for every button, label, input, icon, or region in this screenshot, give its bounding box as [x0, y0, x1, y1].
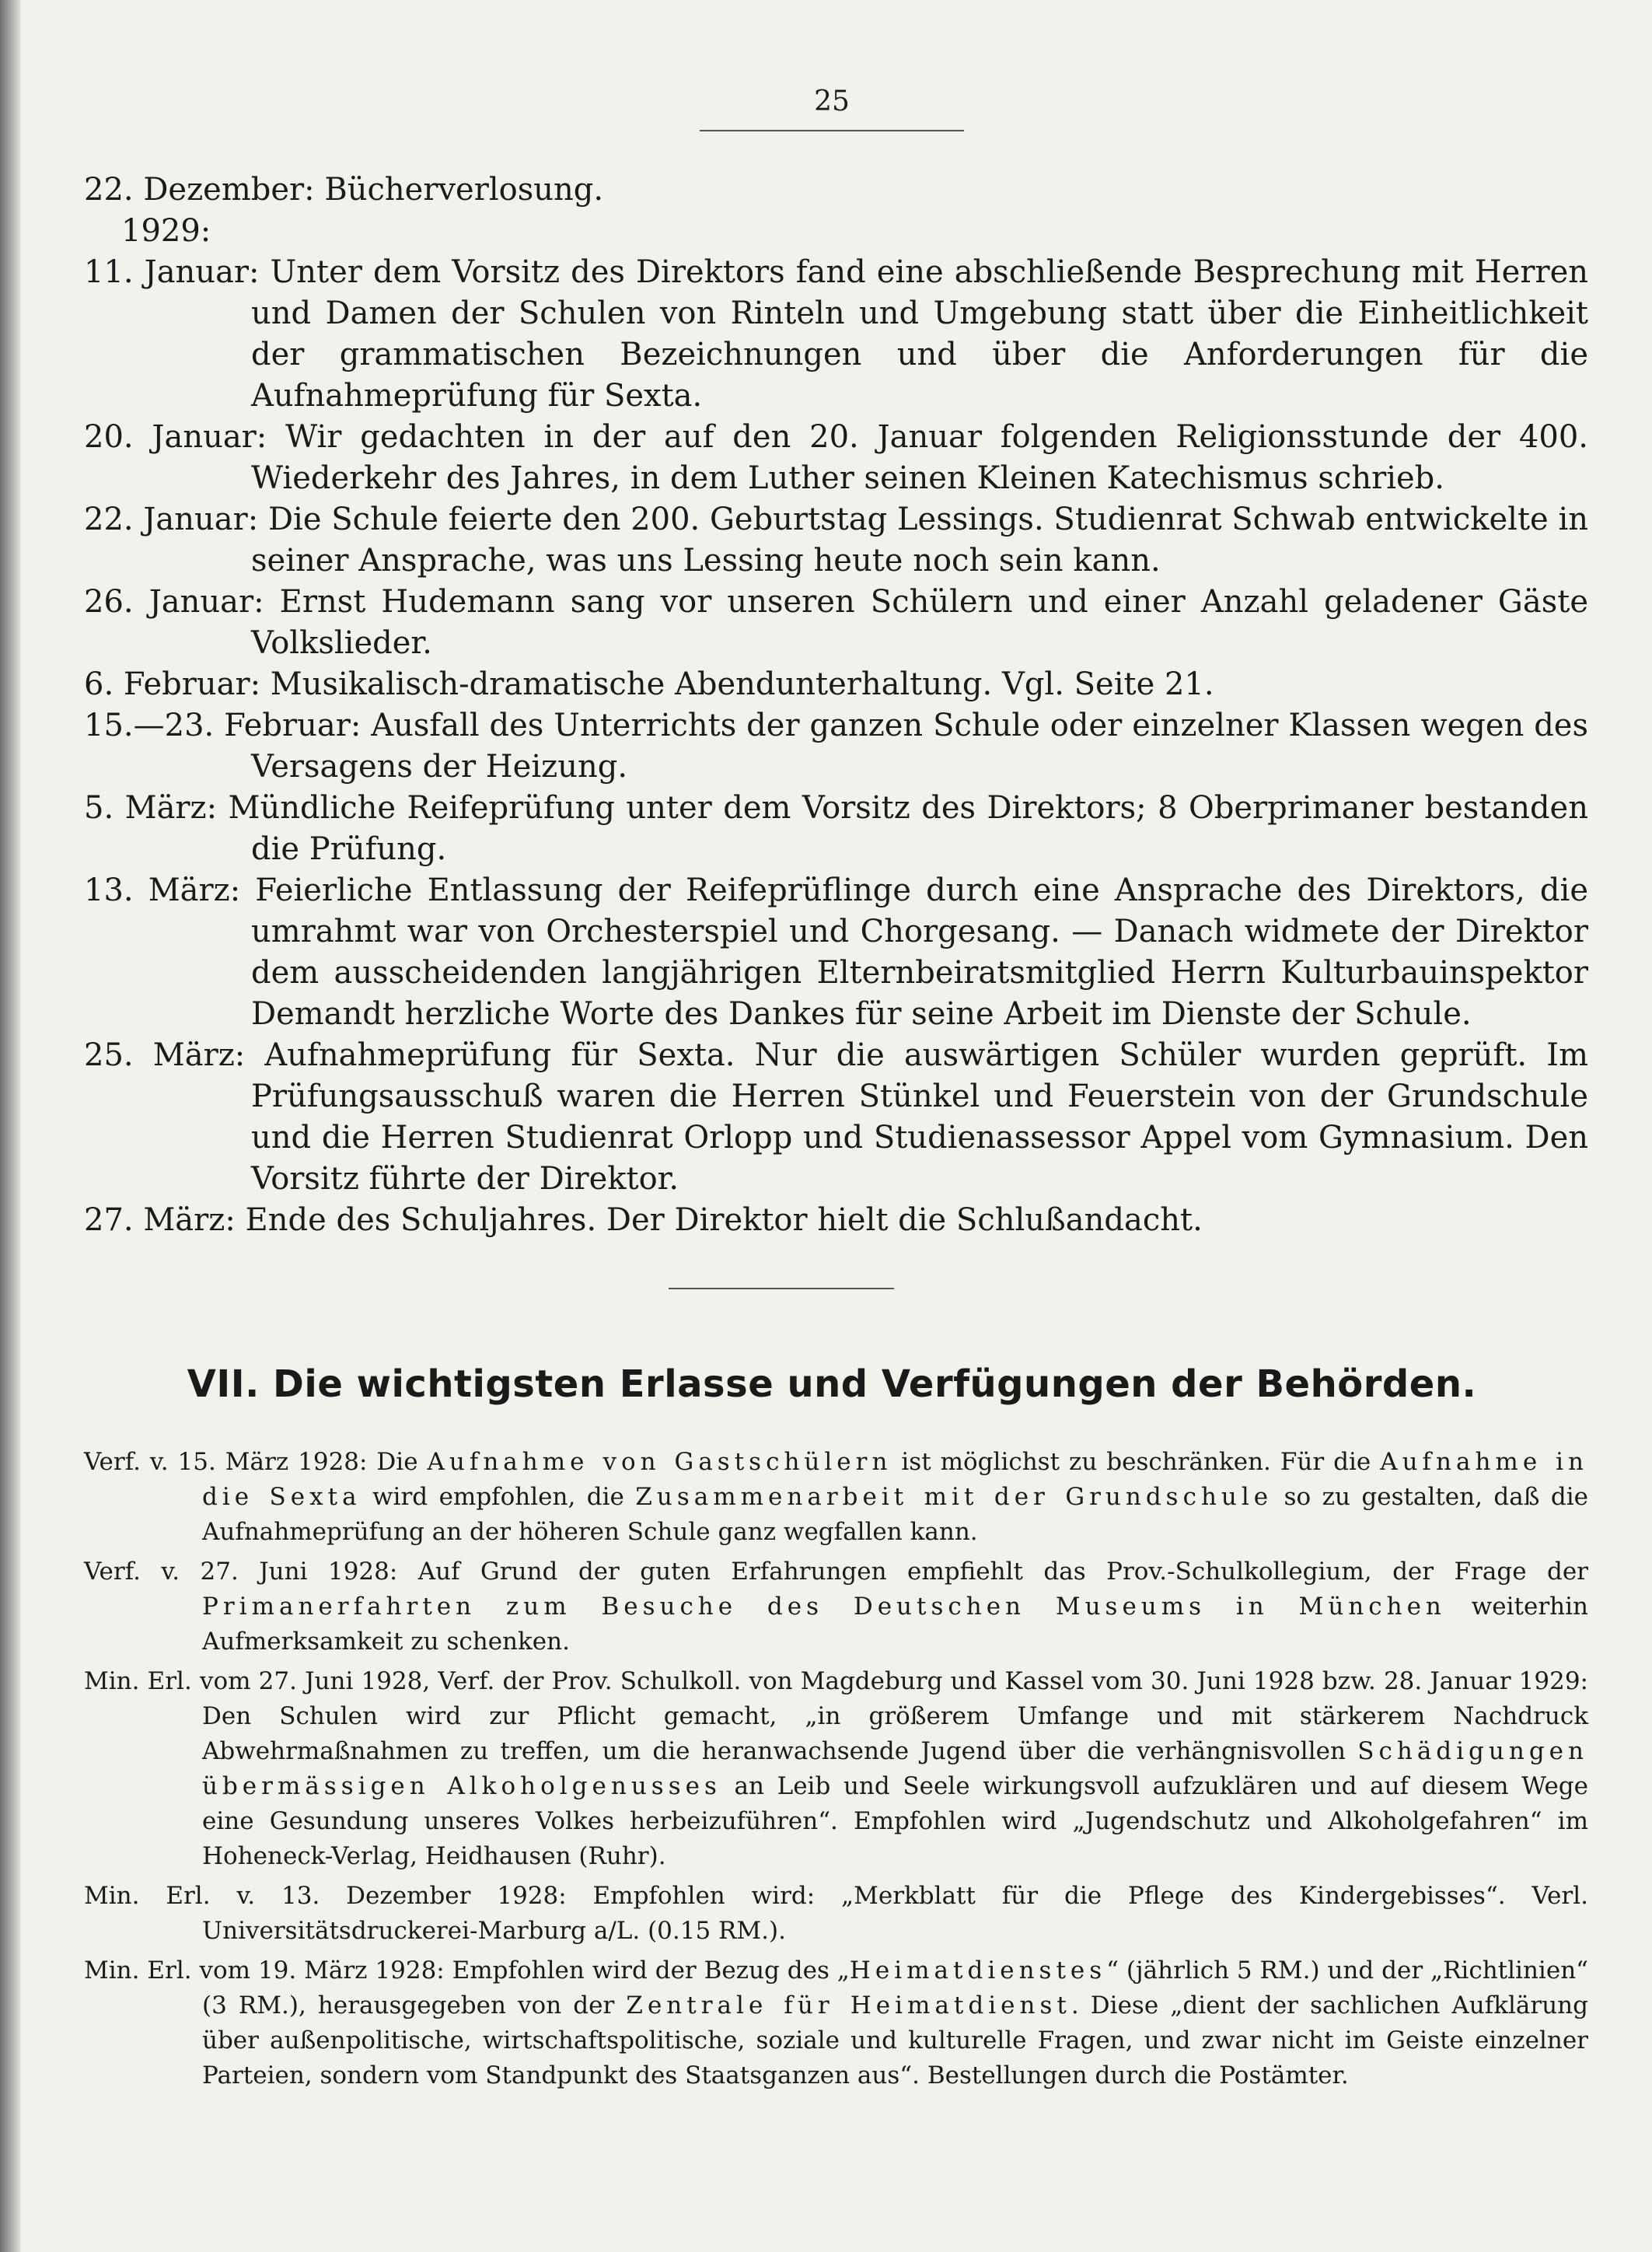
decree-item — [84, 1953, 1588, 2093]
book-spine-shadow — [0, 0, 20, 2252]
chronicle-entry: 11. Januar: Unter dem Vorsitz des Direktors fand eine abschließende Besprechung mit Herren und Damen der Schulen von Rinteln und Umgebung statt über die Einheitlichkeit der grammatischen Bezeichnungen und über die Anforderungen für die Aufnahmeprüfung für Sexta. — [84, 254, 1588, 414]
section-divider — [669, 1288, 894, 1289]
decree-text: so zu gestalten, daß die Aufnahmeprüfung an der höheren Schule ganz wegfallen kann. — [202, 1483, 1588, 1546]
chronicle-entry: 20. Januar: Wir gedachten in der auf den 20. Januar folgenden Religionsstunde der 400. Wiederkehr des Jahres, in dem Luther seinen Kleinen Katechismus schrieb. — [84, 419, 1588, 496]
decree-text: . Diese „dient der sachlichen Aufklärung über außenpolitische, wirtschaftspolitische, soziale und kulturelle Fragen, und zwar nicht im Geiste einzelner Parteien, sondern vom Standpunkt des Staatsganzen aus“. Bestellungen durch die Postämter. — [202, 1991, 1588, 2089]
decree-text: wird empfohlen, die — [361, 1483, 636, 1511]
chronicle-entry: 15.—23. Februar: Ausfall des Unterrichts der ganzen Schule oder einzelner Klassen wegen des Versagens der Heizung. — [84, 708, 1588, 785]
decree-emphasis: Primanerfahrten zum Besuche des Deutschen Museums in München — [202, 1593, 1446, 1621]
school-chronicle — [84, 170, 1588, 1241]
chronicle-entry: 25. März: Aufnahmeprüfung für Sexta. Nur die auswärtigen Schüler wurden geprüft. Im Prüfungsausschuß waren die Herren Stünkel und Feuerstein von der Grundschule und die Herren Studienrat Orlopp und Studienassessor Appel vom Gymnasium. Den Vorsitz führte der Direktor. — [84, 1037, 1588, 1197]
decree-text: Verf. v. 15. März 1928: Die — [84, 1448, 428, 1476]
decree-item — [84, 1879, 1588, 1949]
decree-emphasis: Aufnahme von Gastschülern — [427, 1448, 892, 1476]
chronicle-year: 1929: — [121, 213, 211, 249]
decree-text: “ (jährlich 5 RM.) und der „Richtlinien“ (3 RM.), herausgegeben von der — [202, 1957, 1589, 2019]
decree-item — [84, 1445, 1588, 1550]
section-heading: VII. Die wichtigsten Erlasse und Verfügungen der Behörden. — [187, 1362, 1477, 1406]
chronicle-entry: 22. Dezember: Bücherverlosung. — [84, 172, 604, 208]
chronicle-entry: 6. Februar: Musikalisch-dramatische Abendunterhaltung. Vgl. Seite 21. — [84, 666, 1214, 702]
decree-emphasis: Schädigungen übermässigen Alkoholgenusses — [202, 1737, 1588, 1800]
decree-text: ist möglichst zu beschränken. Für die — [892, 1448, 1381, 1476]
decree-text: Min. Erl. vom 19. März 1928: Empfohlen wird der Bezug des „ — [84, 1957, 850, 1984]
decree-text: Min. Erl. vom 27. Juni 1928, Verf. der Prov. Schulkoll. von Magdeburg und Kassel vom 30. Juni 1928 bzw. 28. Januar 1929: Den Schulen wird zur Pflicht gemacht, „in größerem Umfange und mit stärkerem Nachdruck Abwehrmaßnahmen zu treffen, um die heranwachsende Jugend über die verhängnisvollen — [84, 1667, 1588, 1765]
page-number: 25 — [700, 86, 964, 131]
decree-emphasis: Aufnahme in die Sexta — [202, 1448, 1589, 1511]
chronicle-entry: 22. Januar: Die Schule feierte den 200. Geburtstag Lessings. Studienrat Schwab entwickelte in seiner Ansprache, was uns Lessing heute noch sein kann. — [84, 502, 1588, 579]
decree-text: Min. Erl. v. 13. Dezember 1928: Empfohlen wird: „Merkblatt für die Pflege des Kindergebisses“. Verl. Universitätsdruckerei-Marburg a/L. (0.15 RM.). — [84, 1882, 1588, 1945]
decree-item — [84, 1664, 1588, 1874]
decree-text: weiterhin Aufmerksamkeit zu schenken. — [202, 1593, 1588, 1656]
chronicle-entry: 13. März: Feierliche Entlassung der Reifeprüflinge durch eine Ansprache des Direktors, die umrahmt war von Orchesterspiel und Chorgesang. — Danach widmete der Direktor dem ausscheidenden langjährigen Elternbeiratsmitglied Herrn Kulturbauinspektor Demandt herzliche Worte des Dankes für seine Arbeit im Dienste der Schule. — [84, 872, 1588, 1032]
chronicle-entry: 26. Januar: Ernst Hudemann sang vor unseren Schülern und einer Anzahl geladener Gäste Volkslieder. — [84, 584, 1588, 661]
decree-text: an Leib und Seele wirkungsvoll aufzuklären und auf diesem Wege eine Gesundung unseres Volkes herbeizuführen“. Empfohlen wird „Jugendschutz und Alkoholgefahren“ im Hoheneck-Verlag, Heidhausen (Ruhr). — [202, 1772, 1588, 1870]
chronicle-entry: 27. März: Ende des Schuljahres. Der Direktor hielt die Schlußandacht. — [84, 1202, 1203, 1238]
decree-item — [84, 1554, 1588, 1659]
decrees-list — [84, 1445, 1588, 2098]
decree-emphasis: Zusammenarbeit mit der Grundschule — [635, 1483, 1273, 1511]
chronicle-entry: 5. März: Mündliche Reifeprüfung unter dem Vorsitz des Direktors; 8 Oberprimaner bestanden die Prüfung. — [84, 790, 1588, 867]
decree-emphasis: Heimatdienstes — [849, 1957, 1107, 1984]
decree-text: Verf. v. 27. Juni 1928: Auf Grund der guten Erfahrungen empfiehlt das Prov.-Schulkollegium, der Frage der — [84, 1558, 1588, 1586]
decree-emphasis: Zentrale für Heimatdienst — [626, 1991, 1071, 2019]
